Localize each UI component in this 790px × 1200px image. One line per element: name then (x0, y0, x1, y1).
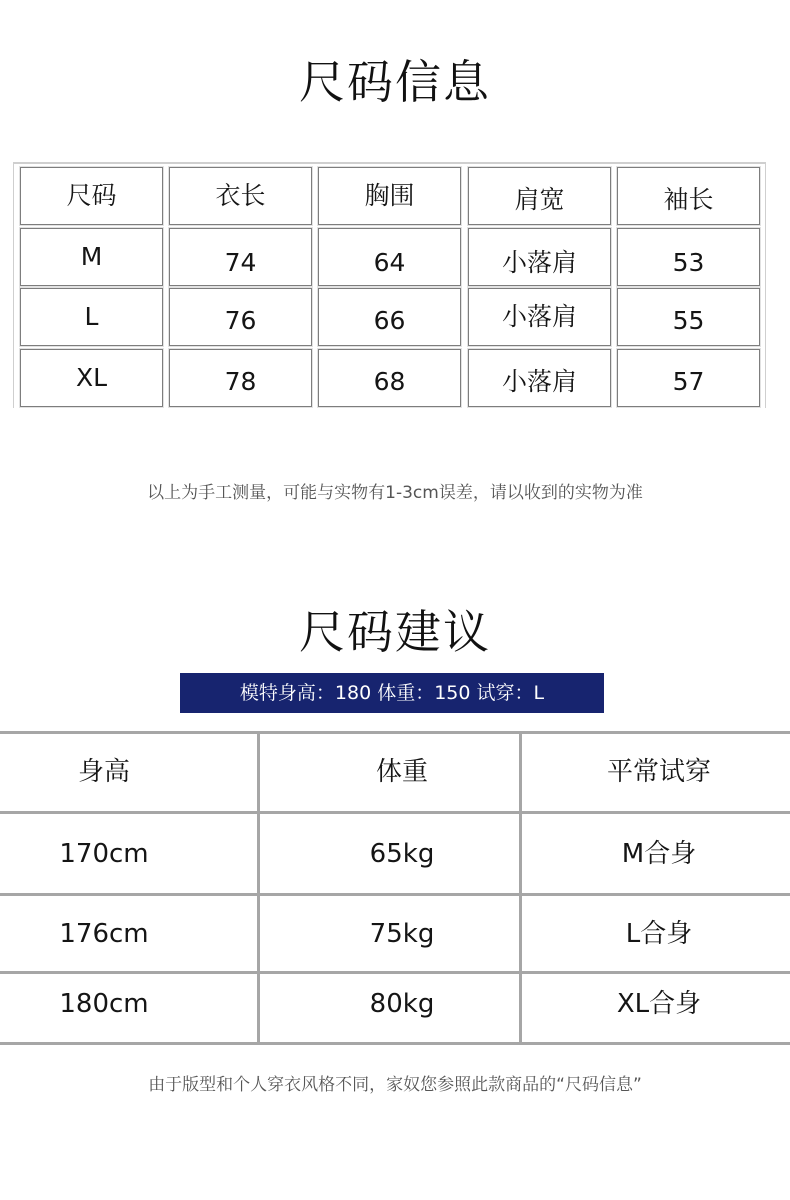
size-cell-shoulder: 小落肩 (468, 228, 611, 286)
size-cell-shoulder: 小落肩 (468, 288, 611, 346)
advice-table-column-divider (257, 731, 260, 1045)
advice-table-row-divider (0, 731, 790, 734)
size-cell-length: 76 (169, 288, 312, 346)
size-cell-size: XL (20, 349, 163, 407)
advice-cell-weight: 75kg (369, 919, 435, 949)
size-cell-chest: 66 (318, 288, 461, 346)
advice-cell-fit: M合身 (621, 839, 697, 869)
model-info-banner: 模特身高：180 体重：150 试穿：L (180, 673, 604, 713)
size-header-size: 尺码 (20, 167, 163, 225)
size-cell-shoulder: 小落肩 (468, 349, 611, 407)
advice-cell-height: 176cm (59, 919, 149, 949)
size-cell-sleeve: 53 (617, 228, 760, 286)
size-cell-size: L (20, 288, 163, 346)
advice-cell-weight: 80kg (369, 989, 435, 1019)
advice-header-weight: 体重 (375, 757, 428, 787)
size-header-sleeve: 袖长 (617, 167, 760, 225)
advice-cell-fit: XL合身 (616, 989, 702, 1019)
advice-cell-height: 180cm (59, 989, 149, 1019)
size-cell-sleeve: 57 (617, 349, 760, 407)
size-info-title: 尺码信息 (299, 55, 491, 109)
size-cell-size: M (20, 228, 163, 286)
size-header-length: 衣长 (169, 167, 312, 225)
size-cell-chest: 68 (318, 349, 461, 407)
size-header-shoulder: 肩宽 (468, 167, 611, 225)
advice-note: 由于版型和个人穿衣风格不同，家奴您参照此款商品的“尺码信息” (148, 1075, 642, 1095)
advice-cell-height: 170cm (59, 839, 149, 869)
advice-table-row-divider (0, 893, 790, 896)
advice-cell-weight: 65kg (369, 839, 435, 869)
size-advice-title: 尺码建议 (299, 605, 491, 659)
size-cell-chest: 64 (318, 228, 461, 286)
size-cell-sleeve: 55 (617, 288, 760, 346)
size-cell-length: 74 (169, 228, 312, 286)
advice-table-row-divider (0, 971, 790, 974)
size-header-chest: 胸围 (318, 167, 461, 225)
advice-header-height: 身高 (77, 757, 130, 787)
measurement-note: 以上为手工测量，可能与实物有1-3cm误差，请以收到的实物为准 (147, 483, 643, 503)
size-cell-length: 78 (169, 349, 312, 407)
advice-cell-fit: L合身 (625, 919, 693, 949)
advice-table-row-divider (0, 1042, 790, 1045)
advice-table-row-divider (0, 811, 790, 814)
advice-header-fit: 平常试穿 (606, 757, 711, 787)
